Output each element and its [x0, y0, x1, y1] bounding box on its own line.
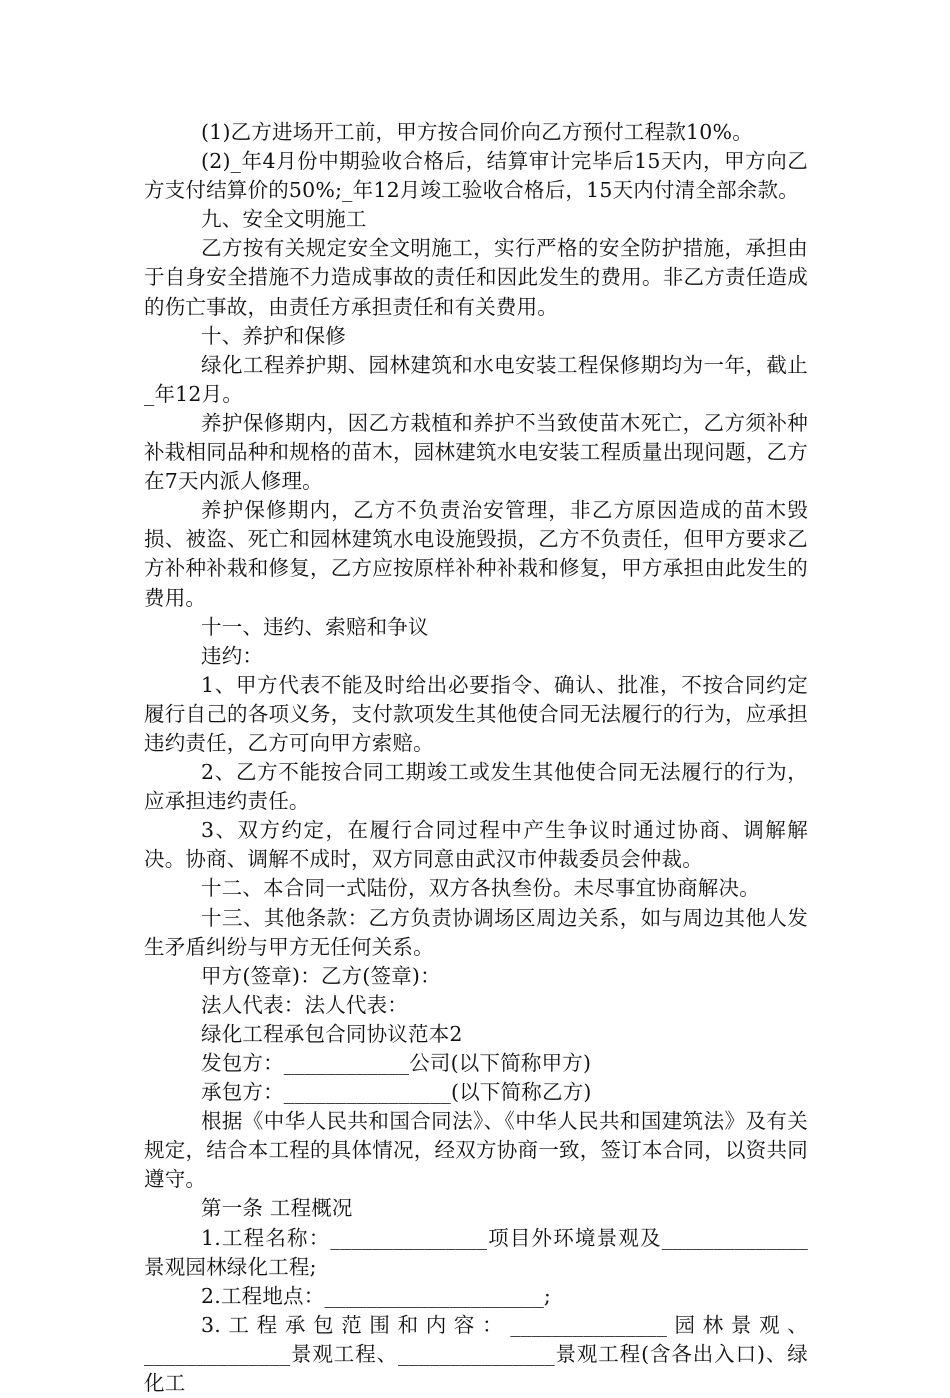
- safety-paragraph: 乙方按有关规定安全文明施工，实行严格的安全防护措施，承担由于自身安全措施不力造成事故的责任和因此发生的费用。非乙方责任造成的伤亡事故，由责任方承担责任和有关费用。: [144, 236, 808, 319]
- document-body: [144, 118, 808, 1398]
- document-title-2: 绿化工程承包合同协议范本2: [201, 1021, 463, 1046]
- maintenance-period-paragraph: 绿化工程养护期、园林建筑和水电安装工程保修期均为一年，截止_年12月。: [144, 352, 808, 406]
- payment-clause-2: (2)_年4月份中期验收合格后，结算审计完毕后15天内，甲方向乙方支付结算价的50%;_年12月竣工验收合格后，15天内付清全部余款。: [144, 149, 808, 203]
- section-heading-safety: 九、安全文明施工: [201, 207, 367, 232]
- project-name-line: 1.工程名称：_______________项目外环境景观及______________景观园林绿化工程;: [144, 1225, 808, 1279]
- maintenance-replant-paragraph: 养护保修期内，因乙方栽植和养护不当致使苗木死亡，乙方须补种补栽相同品种和规格的苗木，园林建筑水电安装工程质量出现问题，乙方在7天内派人修理。: [144, 410, 808, 494]
- party-a-line: 发包方：____________公司(以下简称甲方): [201, 1051, 592, 1075]
- section-heading-breach: 十一、违约、索赔和争议: [201, 614, 429, 639]
- breach-label: 违约：: [201, 643, 264, 668]
- party-b-line: 承包方：________________(以下简称乙方): [201, 1080, 592, 1105]
- project-location-line: 2.工程地点：_____________________;: [201, 1283, 552, 1308]
- breach-clause-2: 2、乙方不能按合同工期竣工或发生其他使合同无法履行的行为，应承担违约责任。: [144, 760, 808, 814]
- section-other-terms: 十三、其他条款：乙方负责协调场区周边关系，如与周边其他人发生矛盾纠纷与甲方无任何关系。: [144, 905, 808, 959]
- payment-clause-1: (1)乙方进场开工前，甲方按合同价向乙方预付工程款10%。: [201, 120, 753, 144]
- section-copies: 十二、本合同一式陆份，双方各执叁份。未尽事宜协商解决。: [201, 876, 760, 901]
- legal-representative-line: 法人代表：法人代表：: [201, 992, 408, 1017]
- signature-line: 甲方(签章)：乙方(签章)：: [201, 963, 441, 988]
- breach-clause-3: 3、双方约定，在履行合同过程中产生争议时通过协商、调解解决。协商、调解不成时，双方同意由武汉市仲裁委员会仲裁。: [144, 818, 808, 872]
- breach-clause-1: 1、甲方代表不能及时给出必要指令、确认、批准，不按合同约定履行自己的各项义务，支付款项发生其他使合同无法履行的行为，应承担违约责任，乙方可向甲方索赔。: [144, 672, 808, 755]
- maintenance-liability-paragraph: 养护保修期内，乙方不负责治安管理，非乙方原因造成的苗木毁损、被盗、死亡和园林建筑水电设施毁损，乙方不负责任，但甲方要求乙方补种补栽和修复，乙方应按原样补种补栽和修复，甲方承担由此发生的费用。: [144, 498, 808, 610]
- section-heading-maintenance: 十、养护和保修: [201, 323, 346, 348]
- project-scope-line: 3.工程承包范围和内容：_______________园林景观、______________景观工程、_______________景观工程(含各出入口)、绿化工: [144, 1312, 808, 1396]
- article-1-heading: 第一条 工程概况: [201, 1196, 353, 1221]
- preamble-paragraph: 根据《中华人民共和国合同法》、《中华人民共和国建筑法》及有关规定，结合本工程的具体情况，经双方协商一致，签订本合同，以资共同遵守。: [144, 1109, 808, 1192]
